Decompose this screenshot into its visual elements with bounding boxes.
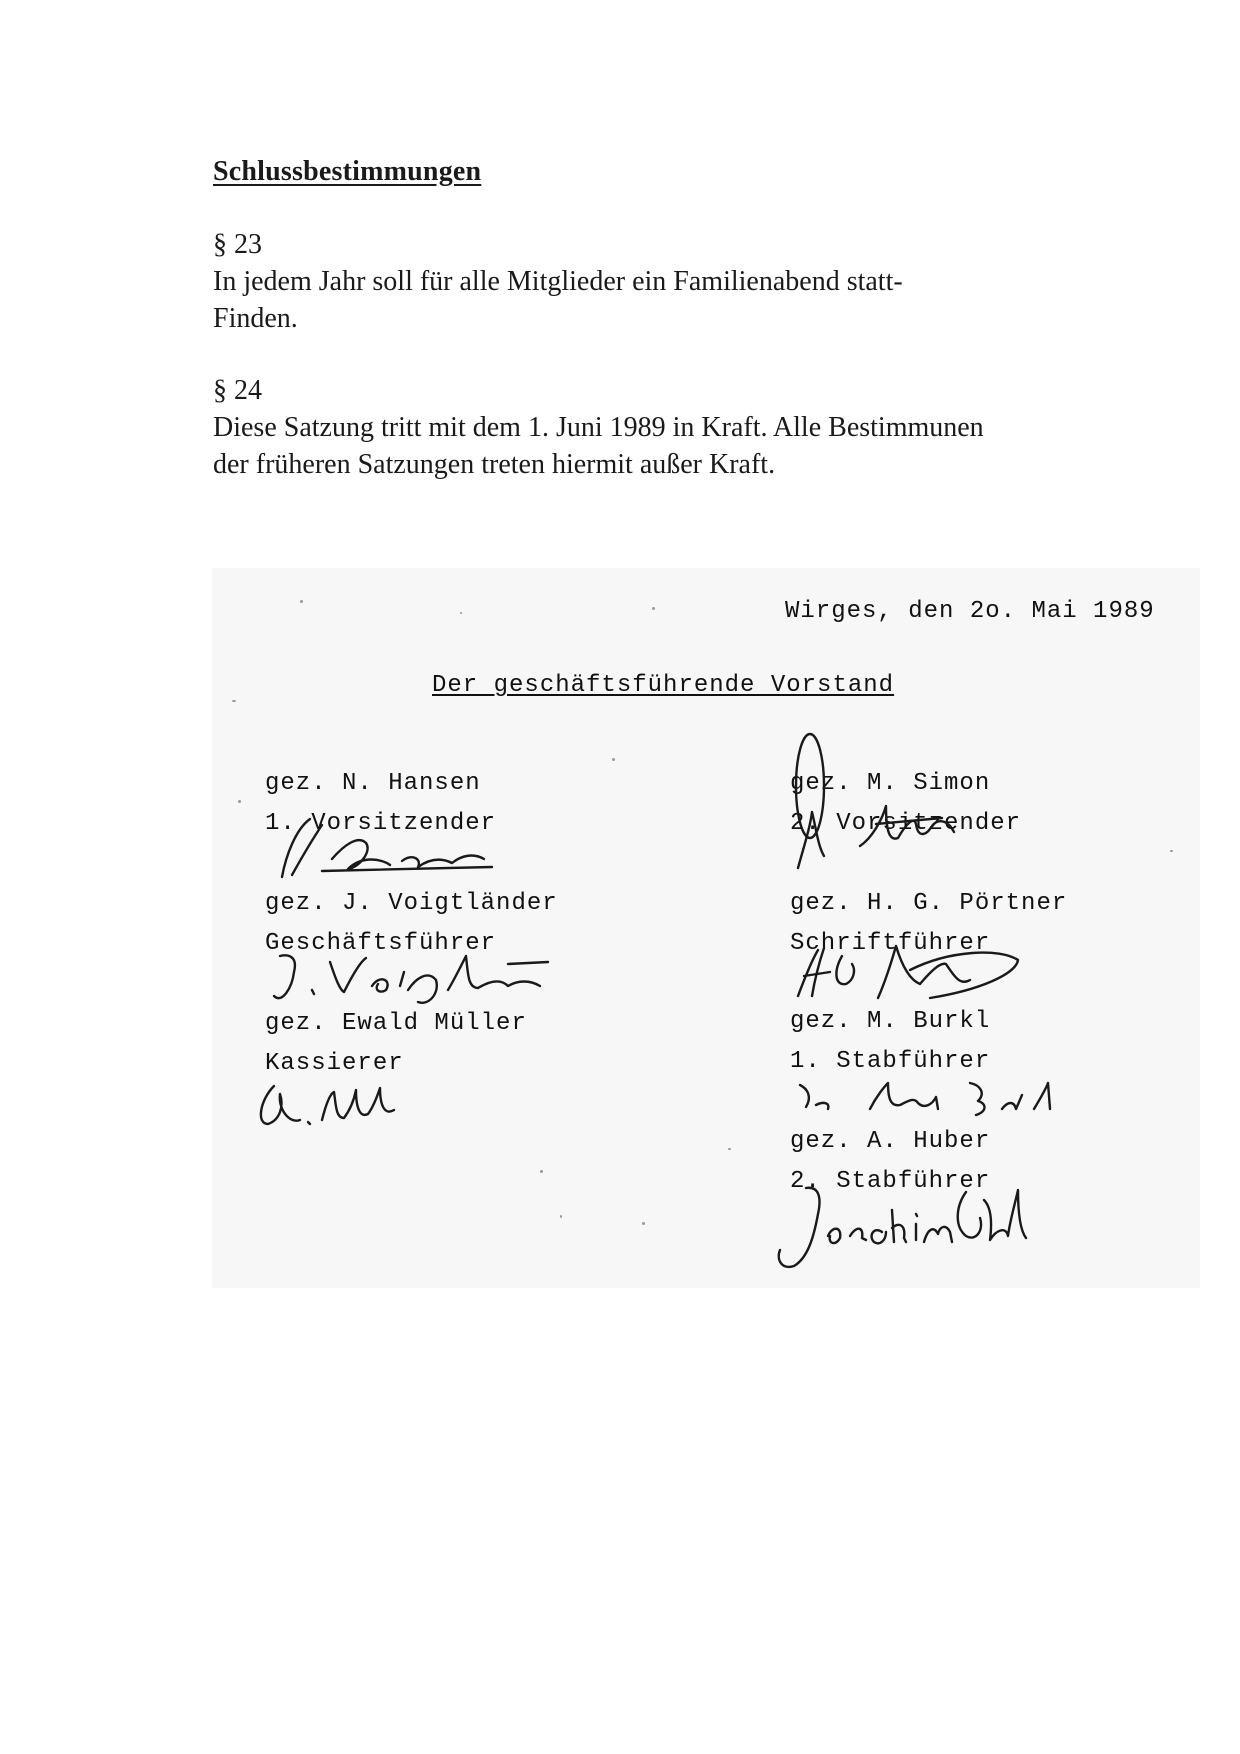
paragraph-number: § 23	[213, 229, 262, 260]
paragraph-line: Finden.	[213, 303, 298, 334]
place-date: Wirges, den 2o. Mai 1989	[785, 598, 1155, 625]
paragraph-number: § 24	[213, 375, 262, 406]
signatory-role: 2. Vorsitzender	[790, 810, 1022, 837]
scan-speck	[728, 1148, 731, 1150]
scan-speck	[1170, 850, 1173, 852]
signatory-role: 1. Vorsitzender	[265, 810, 497, 837]
signatory-role: Kassierer	[265, 1050, 404, 1077]
scan-speck	[460, 612, 462, 614]
signature-voigtlaender	[268, 950, 558, 1010]
board-title: Der geschäftsführende Vorstand	[432, 672, 895, 699]
paragraph-line: der früheren Satzungen treten hiermit außer Kraft.	[213, 449, 776, 480]
signature-huber	[770, 1180, 1030, 1280]
scan-speck	[612, 758, 615, 761]
signature-simon	[790, 728, 970, 878]
paragraph-line: Diese Satzung tritt mit dem 1. Juni 1989 in Kraft. Alle Bestimmunen	[213, 412, 984, 443]
section-heading: Schlussbestimmungen	[213, 156, 482, 187]
signatory-role: Geschäftsführer	[265, 930, 497, 957]
scan-speck	[560, 1215, 562, 1218]
signature-burkl	[790, 1075, 1070, 1125]
signatory-name: gez. H. G. Pörtner	[790, 890, 1068, 917]
signature-mueller	[250, 1080, 410, 1140]
scan-speck	[232, 700, 236, 702]
paragraph-23	[213, 226, 903, 337]
scan-speck	[300, 600, 303, 603]
signatory-name: gez. M. Simon	[790, 770, 991, 797]
signatory-role: 1. Stabführer	[790, 1048, 991, 1075]
signatory-role: 2. Stabführer	[790, 1168, 991, 1195]
scan-speck	[238, 800, 241, 803]
signatory-name: gez. N. Hansen	[265, 770, 481, 797]
signature-poertner	[790, 940, 1030, 1010]
signatory-role: Schriftführer	[790, 930, 991, 957]
signatory-name: gez. A. Huber	[790, 1128, 991, 1155]
scan-speck	[642, 1222, 645, 1225]
signature-hansen	[262, 815, 522, 885]
scan-speck	[652, 607, 655, 610]
signatory-name: gez. Ewald Müller	[265, 1010, 527, 1037]
signatory-name: gez. J. Voigtländer	[265, 890, 558, 917]
paragraph-line: In jedem Jahr soll für alle Mitglieder ein Familienabend statt-	[213, 266, 903, 297]
signatory-name: gez. M. Burkl	[790, 1008, 991, 1035]
scan-speck	[540, 1170, 543, 1173]
paragraph-24	[213, 372, 984, 483]
